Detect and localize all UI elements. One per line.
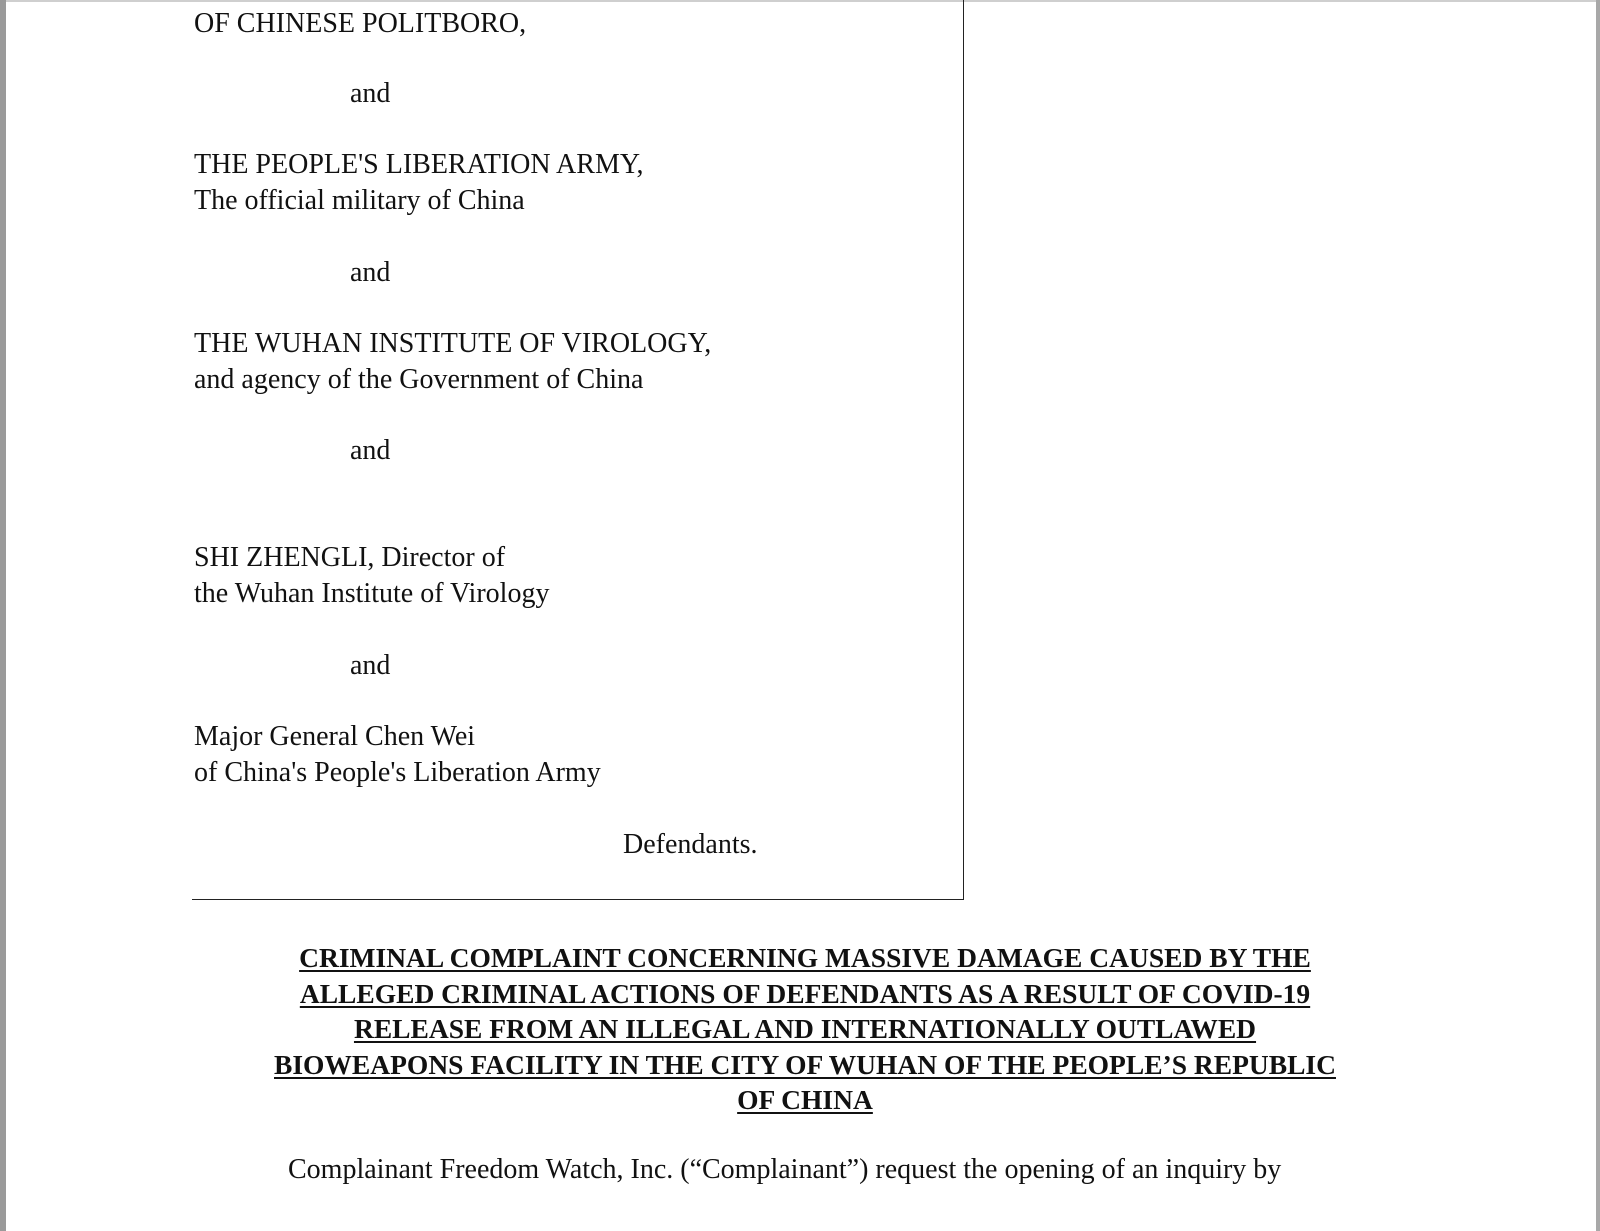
caption-and-1: and [350,78,391,109]
defendant-wiv-description: and agency of the Government of China [194,364,644,395]
complaint-title-line-1: CRIMINAL COMPLAINT CONCERNING MASSIVE DAMAGE CAUSED BY THE [299,942,1311,973]
defendant-shi-description: the Wuhan Institute of Virology [194,578,550,609]
caption-politboro-line: OF CHINESE POLITBORO, [194,8,527,39]
defendant-chen-name: Major General Chen Wei [194,721,476,752]
complaint-title-line-3: RELEASE FROM AN ILLEGAL AND INTERNATIONALLY OUTLAWED [353,1013,1257,1044]
defendant-pla-name: THE PEOPLE'S LIBERATION ARMY, [194,149,644,180]
defendant-pla-description: The official military of China [194,185,525,216]
complaint-title-line-2: ALLEGED CRIMINAL ACTIONS OF DEFENDANTS AS A RESULT OF COVID-19 [299,977,1311,1009]
caption-and-2: and [350,257,391,288]
viewer-right-border [1596,0,1600,1231]
defendants-label: Defendants. [623,829,758,860]
defendant-wiv-name: THE WUHAN INSTITUTE OF VIROLOGY, [194,328,712,359]
complaint-body-paragraph: Complainant Freedom Watch, Inc. (“Complainant”) request the opening of an inquiry by [288,1154,1282,1185]
complaint-title [190,940,1420,1118]
defendant-chen-description: of China's People's Liberation Army [194,757,601,788]
complaint-title-line-4: BIOWEAPONS FACILITY IN THE CITY OF WUHAN OF THE PEOPLE’S REPUBLIC [274,1048,1336,1080]
defendant-shi-name: SHI ZHENGLI, Director of [194,542,506,573]
caption-and-3: and [350,435,391,466]
viewer-left-border [0,0,6,1231]
caption-and-4: and [350,650,391,681]
complaint-title-line-5: OF CHINA [737,1084,873,1115]
